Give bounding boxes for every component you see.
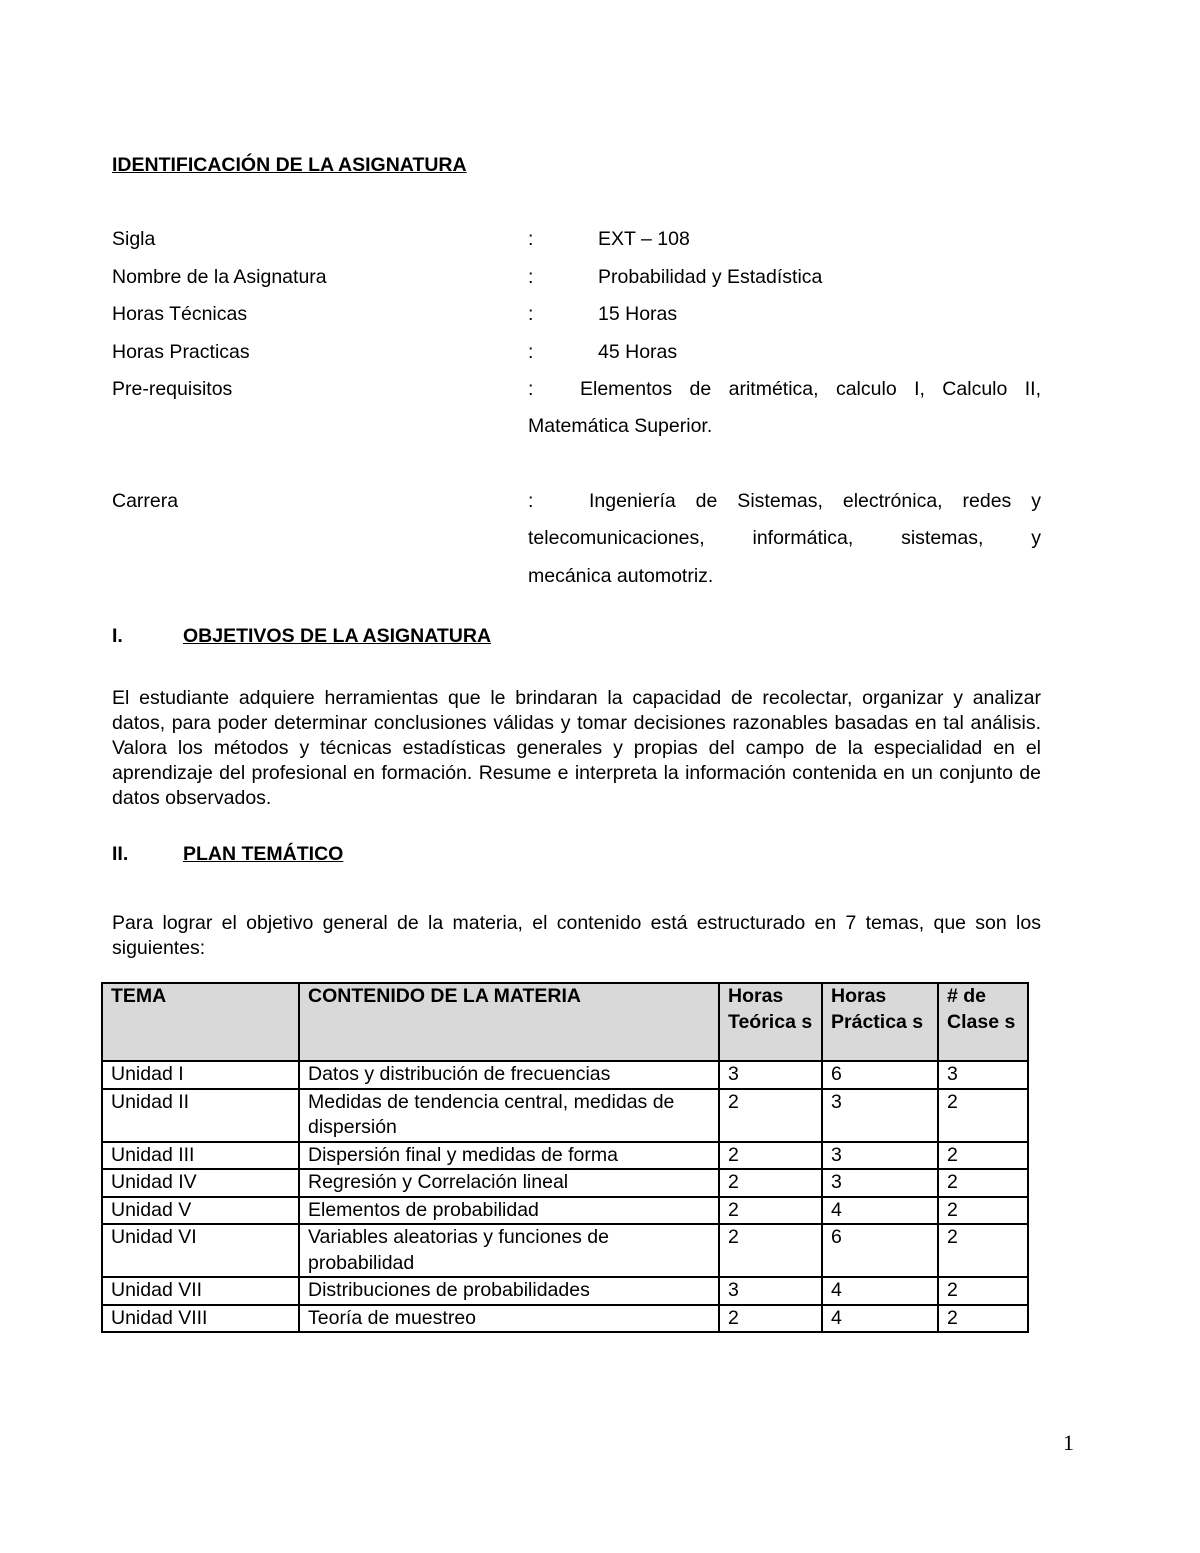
header-contenido: CONTENIDO DE LA MATERIA	[299, 983, 719, 1061]
cell-horas-practicas: 3	[822, 1089, 938, 1142]
field-colon: :	[528, 303, 534, 325]
cell-horas-practicas: 3	[822, 1142, 938, 1170]
field-value-horas-practicas: 45 Horas	[598, 341, 678, 363]
cell-tema: Unidad II	[102, 1089, 299, 1142]
cell-clases: 2	[938, 1142, 1028, 1170]
table-row	[102, 1197, 1028, 1225]
cell-tema: Unidad VIII	[102, 1305, 299, 1333]
cell-tema: Unidad III	[102, 1142, 299, 1170]
cell-tema: Unidad I	[102, 1061, 299, 1089]
field-value-prerequisitos-line1: Elementos de aritmética, calculo I, Calculo II,	[580, 378, 1041, 400]
section2-title: PLAN TEMÁTICO	[183, 843, 344, 865]
header-horas-practicas: Horas Práctica s	[822, 983, 938, 1061]
field-value-carrera-line2: telecomunicaciones, informática, sistemas, y	[528, 527, 1041, 549]
field-label-sigla: Sigla	[112, 228, 156, 250]
field-value-nombre: Probabilidad y Estadística	[598, 266, 823, 288]
cell-horas-practicas: 4	[822, 1197, 938, 1225]
cell-tema: Unidad V	[102, 1197, 299, 1225]
cell-horas-teoricas: 2	[719, 1142, 822, 1170]
cell-horas-teoricas: 3	[719, 1061, 822, 1089]
field-colon: :	[528, 490, 534, 512]
field-colon: :	[528, 341, 534, 363]
cell-contenido: Regresión y Correlación lineal	[299, 1169, 719, 1197]
cell-horas-practicas: 6	[822, 1224, 938, 1277]
section1-title: OBJETIVOS DE LA ASIGNATURA	[183, 625, 492, 647]
field-colon: :	[528, 266, 534, 288]
cell-horas-teoricas: 2	[719, 1169, 822, 1197]
header-horas-teoricas: Horas Teórica s	[719, 983, 822, 1061]
table-row	[102, 1169, 1028, 1197]
section1-number: I.	[112, 625, 123, 647]
cell-clases: 3	[938, 1061, 1028, 1089]
table-row	[102, 1061, 1028, 1089]
header-numero-clases: # de Clase s	[938, 983, 1028, 1061]
section2-number: II.	[112, 843, 129, 865]
field-label-carrera: Carrera	[112, 490, 179, 512]
table-row	[102, 1305, 1028, 1333]
field-label-nombre: Nombre de la Asignatura	[112, 266, 327, 288]
field-value-prerequisitos-line2: Matemática Superior.	[528, 415, 713, 437]
table-row	[102, 1224, 1028, 1277]
cell-clases: 2	[938, 1169, 1028, 1197]
section1-paragraph: El estudiante adquiere herramientas que le brindaran la capacidad de recolectar, organizar y analizar datos, para poder determinar conclusiones válidas y tomar decisiones razonables basadas en tal análisis. Valora los métodos y técnicas estadísticas generales y propias del campo de la especialidad en el aprendizaje del profesional en formación. Resume e interpreta la información contenida en un conjunto de datos observados.	[112, 687, 1041, 809]
field-value-carrera-line3: mecánica automotriz.	[528, 565, 714, 587]
section2-paragraph: Para lograr el objetivo general de la materia, el contenido está estructurado en 7 temas, que son los siguientes:	[112, 912, 1041, 959]
cell-clases: 2	[938, 1224, 1028, 1277]
cell-clases: 2	[938, 1305, 1028, 1333]
cell-horas-practicas: 3	[822, 1169, 938, 1197]
table-row	[102, 1142, 1028, 1170]
cell-contenido: Teoría de muestreo	[299, 1305, 719, 1333]
field-value-carrera-line1: Ingeniería de Sistemas, electrónica, redes y	[589, 490, 1041, 512]
cell-tema: Unidad VI	[102, 1224, 299, 1277]
table-row	[102, 1277, 1028, 1305]
cell-horas-teoricas: 2	[719, 1197, 822, 1225]
page-number: 1	[1063, 1430, 1074, 1455]
cell-contenido: Elementos de probabilidad	[299, 1197, 719, 1225]
cell-contenido: Distribuciones de probabilidades	[299, 1277, 719, 1305]
field-label-prerequisitos: Pre-requisitos	[112, 378, 233, 400]
field-label-horas-practicas: Horas Practicas	[112, 341, 250, 363]
cell-contenido: Variables aleatorias y funciones de probabilidad	[299, 1224, 719, 1277]
identification-title: IDENTIFICACIÓN DE LA ASIGNATURA	[112, 154, 467, 176]
cell-tema: Unidad VII	[102, 1277, 299, 1305]
cell-contenido: Medidas de tendencia central, medidas de dispersión	[299, 1089, 719, 1142]
table-row	[102, 1089, 1028, 1142]
cell-horas-teoricas: 2	[719, 1305, 822, 1333]
field-colon: :	[528, 228, 534, 250]
field-colon: :	[528, 378, 534, 400]
plan-table	[101, 982, 1029, 1333]
table-header-row	[102, 983, 1028, 1061]
cell-horas-practicas: 4	[822, 1277, 938, 1305]
field-label-horas-tecnicas: Horas Técnicas	[112, 303, 248, 325]
cell-horas-practicas: 4	[822, 1305, 938, 1333]
field-value-horas-tecnicas: 15 Horas	[598, 303, 678, 325]
cell-horas-practicas: 6	[822, 1061, 938, 1089]
cell-horas-teoricas: 2	[719, 1224, 822, 1277]
cell-clases: 2	[938, 1089, 1028, 1142]
field-value-sigla: EXT – 108	[598, 228, 690, 250]
cell-clases: 2	[938, 1197, 1028, 1225]
cell-contenido: Datos y distribución de frecuencias	[299, 1061, 719, 1089]
cell-horas-teoricas: 3	[719, 1277, 822, 1305]
cell-tema: Unidad IV	[102, 1169, 299, 1197]
header-tema: TEMA	[102, 983, 299, 1061]
cell-horas-teoricas: 2	[719, 1089, 822, 1142]
cell-clases: 2	[938, 1277, 1028, 1305]
cell-contenido: Dispersión final y medidas de forma	[299, 1142, 719, 1170]
